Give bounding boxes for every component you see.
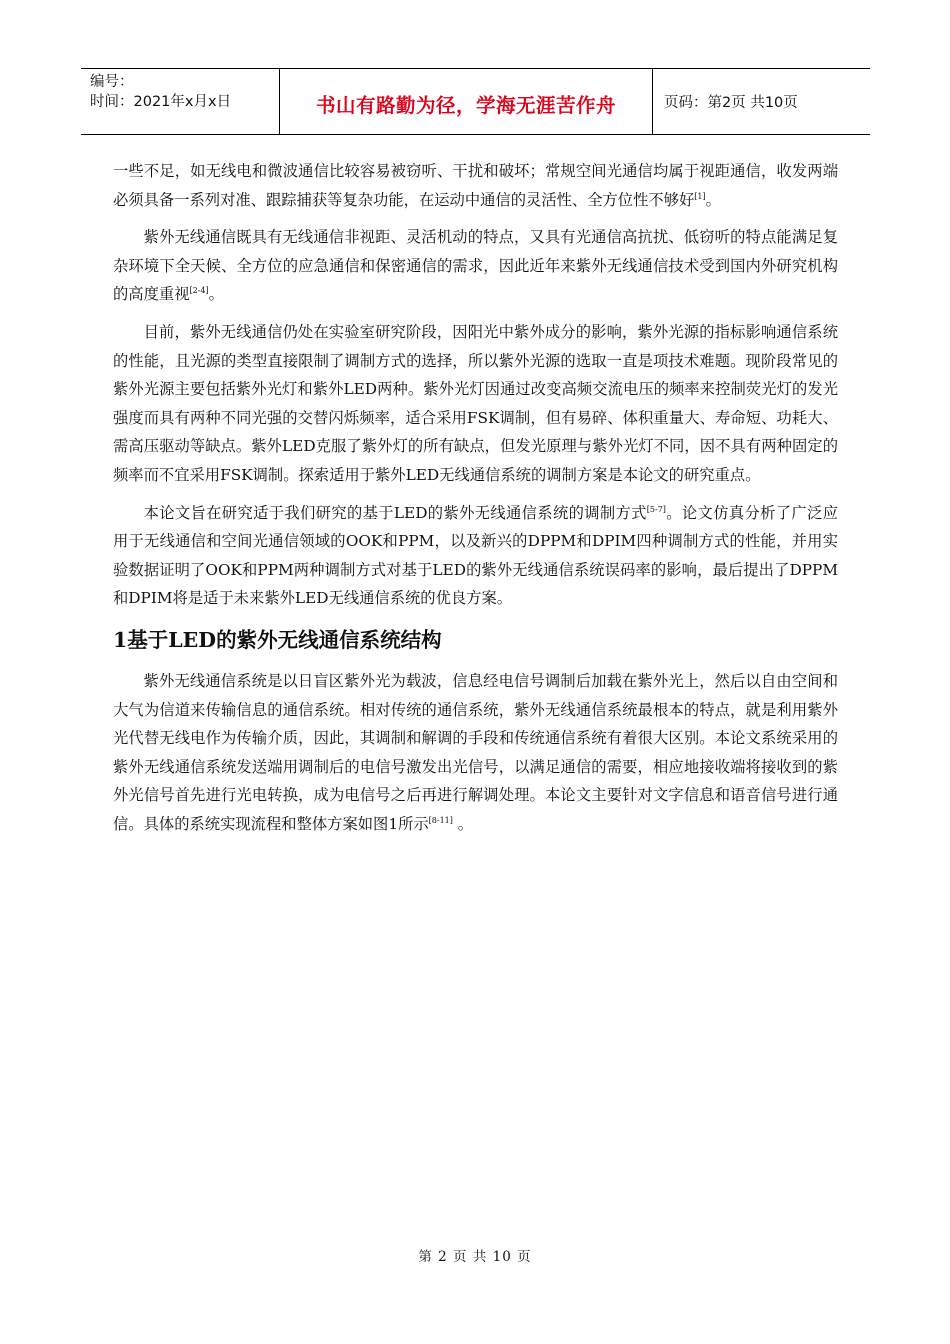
paragraph-tail: 。 — [705, 190, 721, 209]
citation: [2-4] — [189, 286, 209, 296]
section-paragraph — [113, 667, 838, 839]
paragraph-tail: 。论文仿真分析了广泛应用于无线通信和空间光通信领域的OOK和PPM，以及新兴的DPPM和DPIM四种调制方式的性能，并用实验数据证明了OOK和PPM两种调制方式对基于LED的紫外无线通信系统误码率的影响，最后提出了DPPM和DPIM将是适于未来紫外LED无线通信系统的优良方案。 — [113, 503, 838, 608]
paragraph-4 — [113, 499, 838, 613]
paragraph-text: 一些不足，如无线电和微波通信比较容易被窃听、干扰和破坏；常规空间光通信均属于视距通信，收发两端必须具备一系列对准、跟踪捕获等复杂功能，在运动中通信的灵活性、全方位性不够好 — [113, 162, 838, 209]
page-header — [81, 68, 870, 135]
paragraph-2 — [113, 223, 838, 309]
document-body — [113, 157, 838, 847]
paragraph-text: 紫外无线通信系统是以日盲区紫外光为载波，信息经电信号调制后加载在紫外光上，然后以自由空间和大气为信道来传输信息的通信系统。相对传统的通信系统，紫外无线通信系统最根本的特点，就是利用紫外光代替无线电作为传输介质，因此，其调制和解调的手段和传统通信系统有着很大区别。本论文系统采用的紫外无线通信系统发送端用调制后的电信号激发出光信号，以满足通信的需要，相应地接收端将接收到的紫外光信号首先进行光电转换，成为电信号之后再进行解调处理。本论文主要针对文字信息和语音信号进行通信。具体的系统实现流程和整体方案如图1所示 — [113, 671, 838, 833]
header-page-label: 页码：第2页 共10页 — [664, 95, 798, 111]
document-date-label: 时间：2021年x月x日 — [90, 94, 232, 110]
page-footer: 第 2 页 共 10 页 — [418, 1249, 532, 1265]
header-motto: 书山有路勤为径，学海无涯苦作舟 — [280, 69, 653, 134]
paragraph-1 — [113, 157, 838, 214]
paragraph-tail: 。 — [208, 285, 224, 304]
document-number-label: 编号： — [90, 74, 134, 90]
paragraph-text: 紫外无线通信既具有无线通信非视距、灵活机动的特点，又具有光通信高抗扰、低窃听的特点能满足复杂环境下全天候、全方位的应急通信和保密通信的需求，因此近年来紫外无线通信技术受到国内外研究机构的高度重视 — [113, 228, 838, 304]
paragraph-3 — [113, 318, 838, 490]
citation: [8-11] — [428, 815, 453, 825]
citation: [1] — [694, 191, 706, 201]
paragraph-text: 目前，紫外无线通信仍处在实验室研究阶段，因阳光中紫外成分的影响，紫外光源的指标影响通信系统的性能，且光源的类型直接限制了调制方式的选择，所以紫外光源的选取一直是项技术难题。现阶段常见的紫外光源主要包括紫外光灯和紫外LED两种。紫外光灯因通过改变高频交流电压的频率来控制荧光灯的发光强度而具有两种不同光强的交替闪烁频率，适合采用FSK调制，但有易碎、体积重量大、寿命短、功耗大、需高压驱动等缺点。紫外LED克服了紫外灯的所有缺点，但发光原理与紫外光灯不同，因不具有两种固定的频率而不宜采用FSK调制。探索适用于紫外LED无线通信系统的调制方案是本论文的研究重点。 — [113, 322, 838, 484]
citation: [5-7] — [646, 504, 666, 514]
paragraph-tail: 。 — [452, 814, 474, 833]
paragraph-text: 本论文旨在研究适于我们研究的基于LED的紫外无线通信系统的调制方式 — [143, 503, 647, 522]
header-meta — [81, 69, 280, 134]
section-heading: 1基于LED的紫外无线通信系统结构 — [113, 627, 442, 652]
